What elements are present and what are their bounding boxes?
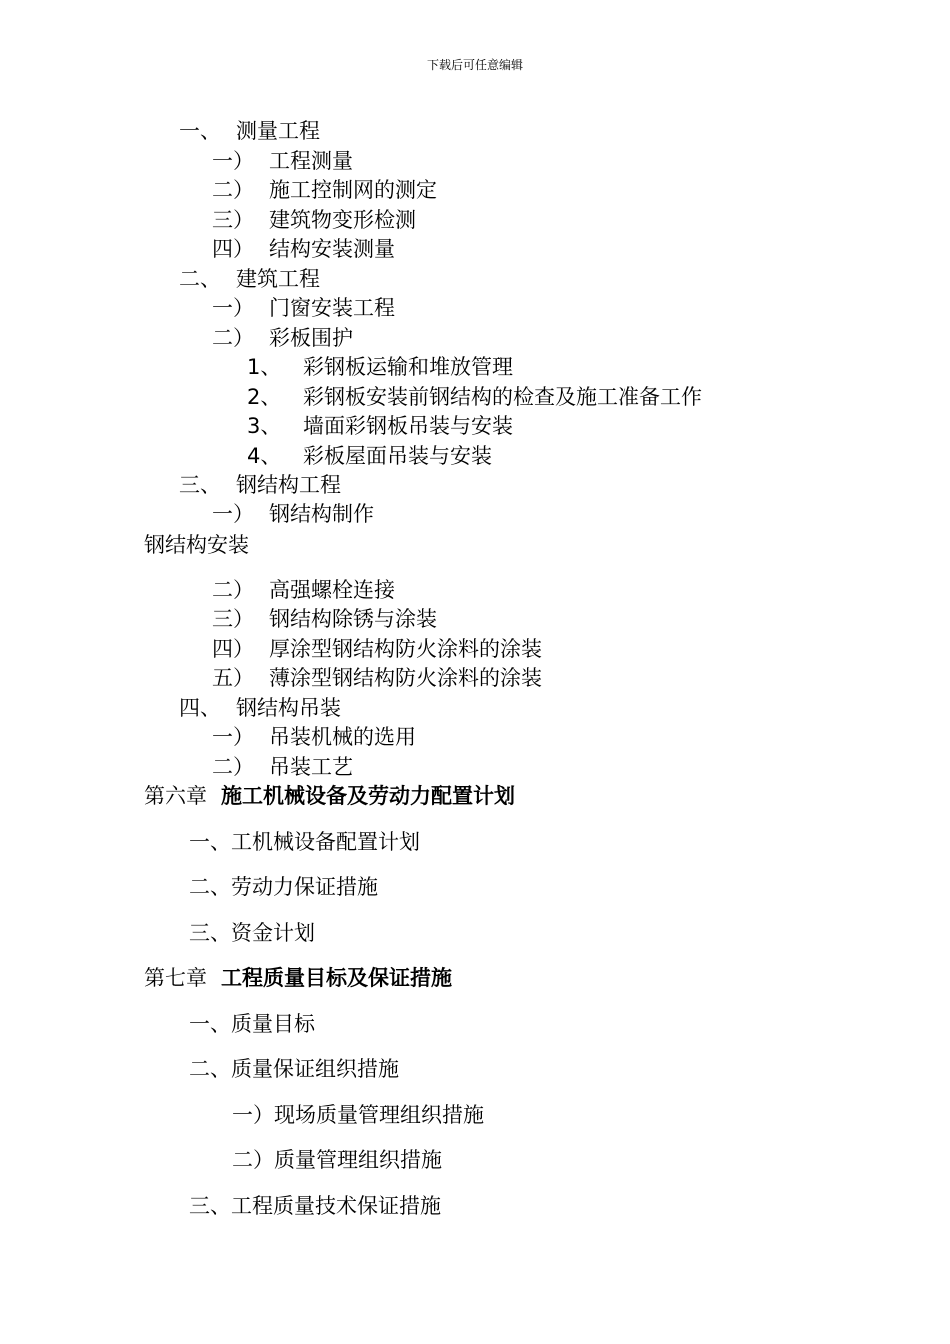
toc-number: 1、 — [247, 355, 282, 379]
chapter-heading — [144, 782, 515, 810]
toc-entry — [212, 500, 374, 528]
toc-number: 三） — [212, 208, 254, 232]
toc-title: 高强螺栓连接 — [269, 578, 395, 602]
toc-number: 四、 — [179, 696, 221, 720]
toc-title: 彩钢板安装前钢结构的检查及施工准备工作 — [303, 385, 702, 409]
toc-entry: 一）现场质量管理组织措施 — [232, 1103, 484, 1127]
toc-entry — [212, 635, 542, 663]
toc-title: 彩板围护 — [269, 326, 353, 350]
toc-entry: 一、工机械设备配置计划 — [189, 830, 420, 854]
toc-entry — [179, 471, 341, 499]
toc-number: 二） — [212, 178, 254, 202]
toc-entry: 三、资金计划 — [189, 921, 315, 945]
toc-title: 门窗安装工程 — [269, 296, 395, 320]
toc-title: 钢结构工程 — [236, 473, 341, 497]
toc-number: 二、 — [179, 267, 221, 291]
toc-entry: 二、劳动力保证措施 — [189, 875, 378, 899]
toc-entry: 二、质量保证组织措施 — [189, 1057, 399, 1081]
toc-number: 四） — [212, 637, 254, 661]
toc-title: 薄涂型钢结构防火涂料的涂装 — [269, 666, 542, 690]
toc-orphan-entry: 钢结构安装 — [144, 533, 249, 557]
toc-number: 五） — [212, 666, 254, 690]
toc-entry — [247, 412, 513, 440]
toc-entry — [212, 753, 353, 781]
toc-number: 一、 — [179, 119, 221, 143]
toc-title: 彩板屋面吊装与安装 — [303, 444, 492, 468]
toc-title: 钢结构吊装 — [236, 696, 341, 720]
toc-entry — [212, 206, 416, 234]
chapter-label: 第七章 — [144, 966, 207, 990]
toc-title: 测量工程 — [236, 119, 320, 143]
chapter-label: 第六章 — [144, 784, 207, 808]
toc-title: 吊装机械的选用 — [269, 725, 416, 749]
toc-number: 2、 — [247, 385, 282, 409]
toc-number: 二） — [212, 578, 254, 602]
toc-title: 建筑工程 — [236, 267, 320, 291]
toc-entry — [212, 664, 542, 692]
toc-entry — [212, 176, 437, 204]
toc-entry — [212, 723, 416, 751]
toc-title: 建筑物变形检测 — [269, 208, 416, 232]
toc-number: 4、 — [247, 444, 282, 468]
toc-number: 一） — [212, 725, 254, 749]
toc-entry — [179, 265, 320, 293]
toc-entry: 三、工程质量技术保证措施 — [189, 1194, 441, 1218]
toc-number: 三、 — [179, 473, 221, 497]
toc-number: 二） — [212, 755, 254, 779]
toc-entry — [212, 605, 437, 633]
toc-number: 一） — [212, 296, 254, 320]
toc-title: 厚涂型钢结构防火涂料的涂装 — [269, 637, 542, 661]
toc-number: 一） — [212, 149, 254, 173]
toc-number: 二） — [212, 326, 254, 350]
toc-entry — [247, 353, 513, 381]
toc-entry — [247, 442, 492, 470]
toc-title: 钢结构除锈与涂装 — [269, 607, 437, 631]
toc-entry: 二）质量管理组织措施 — [232, 1148, 442, 1172]
toc-entry — [212, 294, 395, 322]
toc-entry: 一、质量目标 — [189, 1012, 315, 1036]
toc-title: 吊装工艺 — [269, 755, 353, 779]
chapter-title: 工程质量目标及保证措施 — [221, 966, 452, 990]
toc-entry — [212, 147, 353, 175]
chapter-heading — [144, 964, 452, 992]
toc-number: 一） — [212, 502, 254, 526]
toc-entry — [179, 694, 341, 722]
toc-number: 三） — [212, 607, 254, 631]
toc-title: 钢结构制作 — [269, 502, 374, 526]
page-header: 下载后可任意编辑 — [426, 58, 523, 72]
toc-entry — [179, 117, 320, 145]
chapter-title: 施工机械设备及劳动力配置计划 — [221, 784, 515, 808]
toc-number: 3、 — [247, 414, 282, 438]
toc-entry — [212, 235, 395, 263]
toc-entry — [212, 324, 353, 352]
toc-entry — [247, 383, 702, 411]
toc-title: 施工控制网的测定 — [269, 178, 437, 202]
toc-title: 工程测量 — [269, 149, 353, 173]
toc-number: 四） — [212, 237, 254, 261]
toc-entry — [212, 576, 395, 604]
toc-title: 结构安装测量 — [269, 237, 395, 261]
toc-title: 彩钢板运输和堆放管理 — [303, 355, 513, 379]
toc-title: 墙面彩钢板吊装与安装 — [303, 414, 513, 438]
